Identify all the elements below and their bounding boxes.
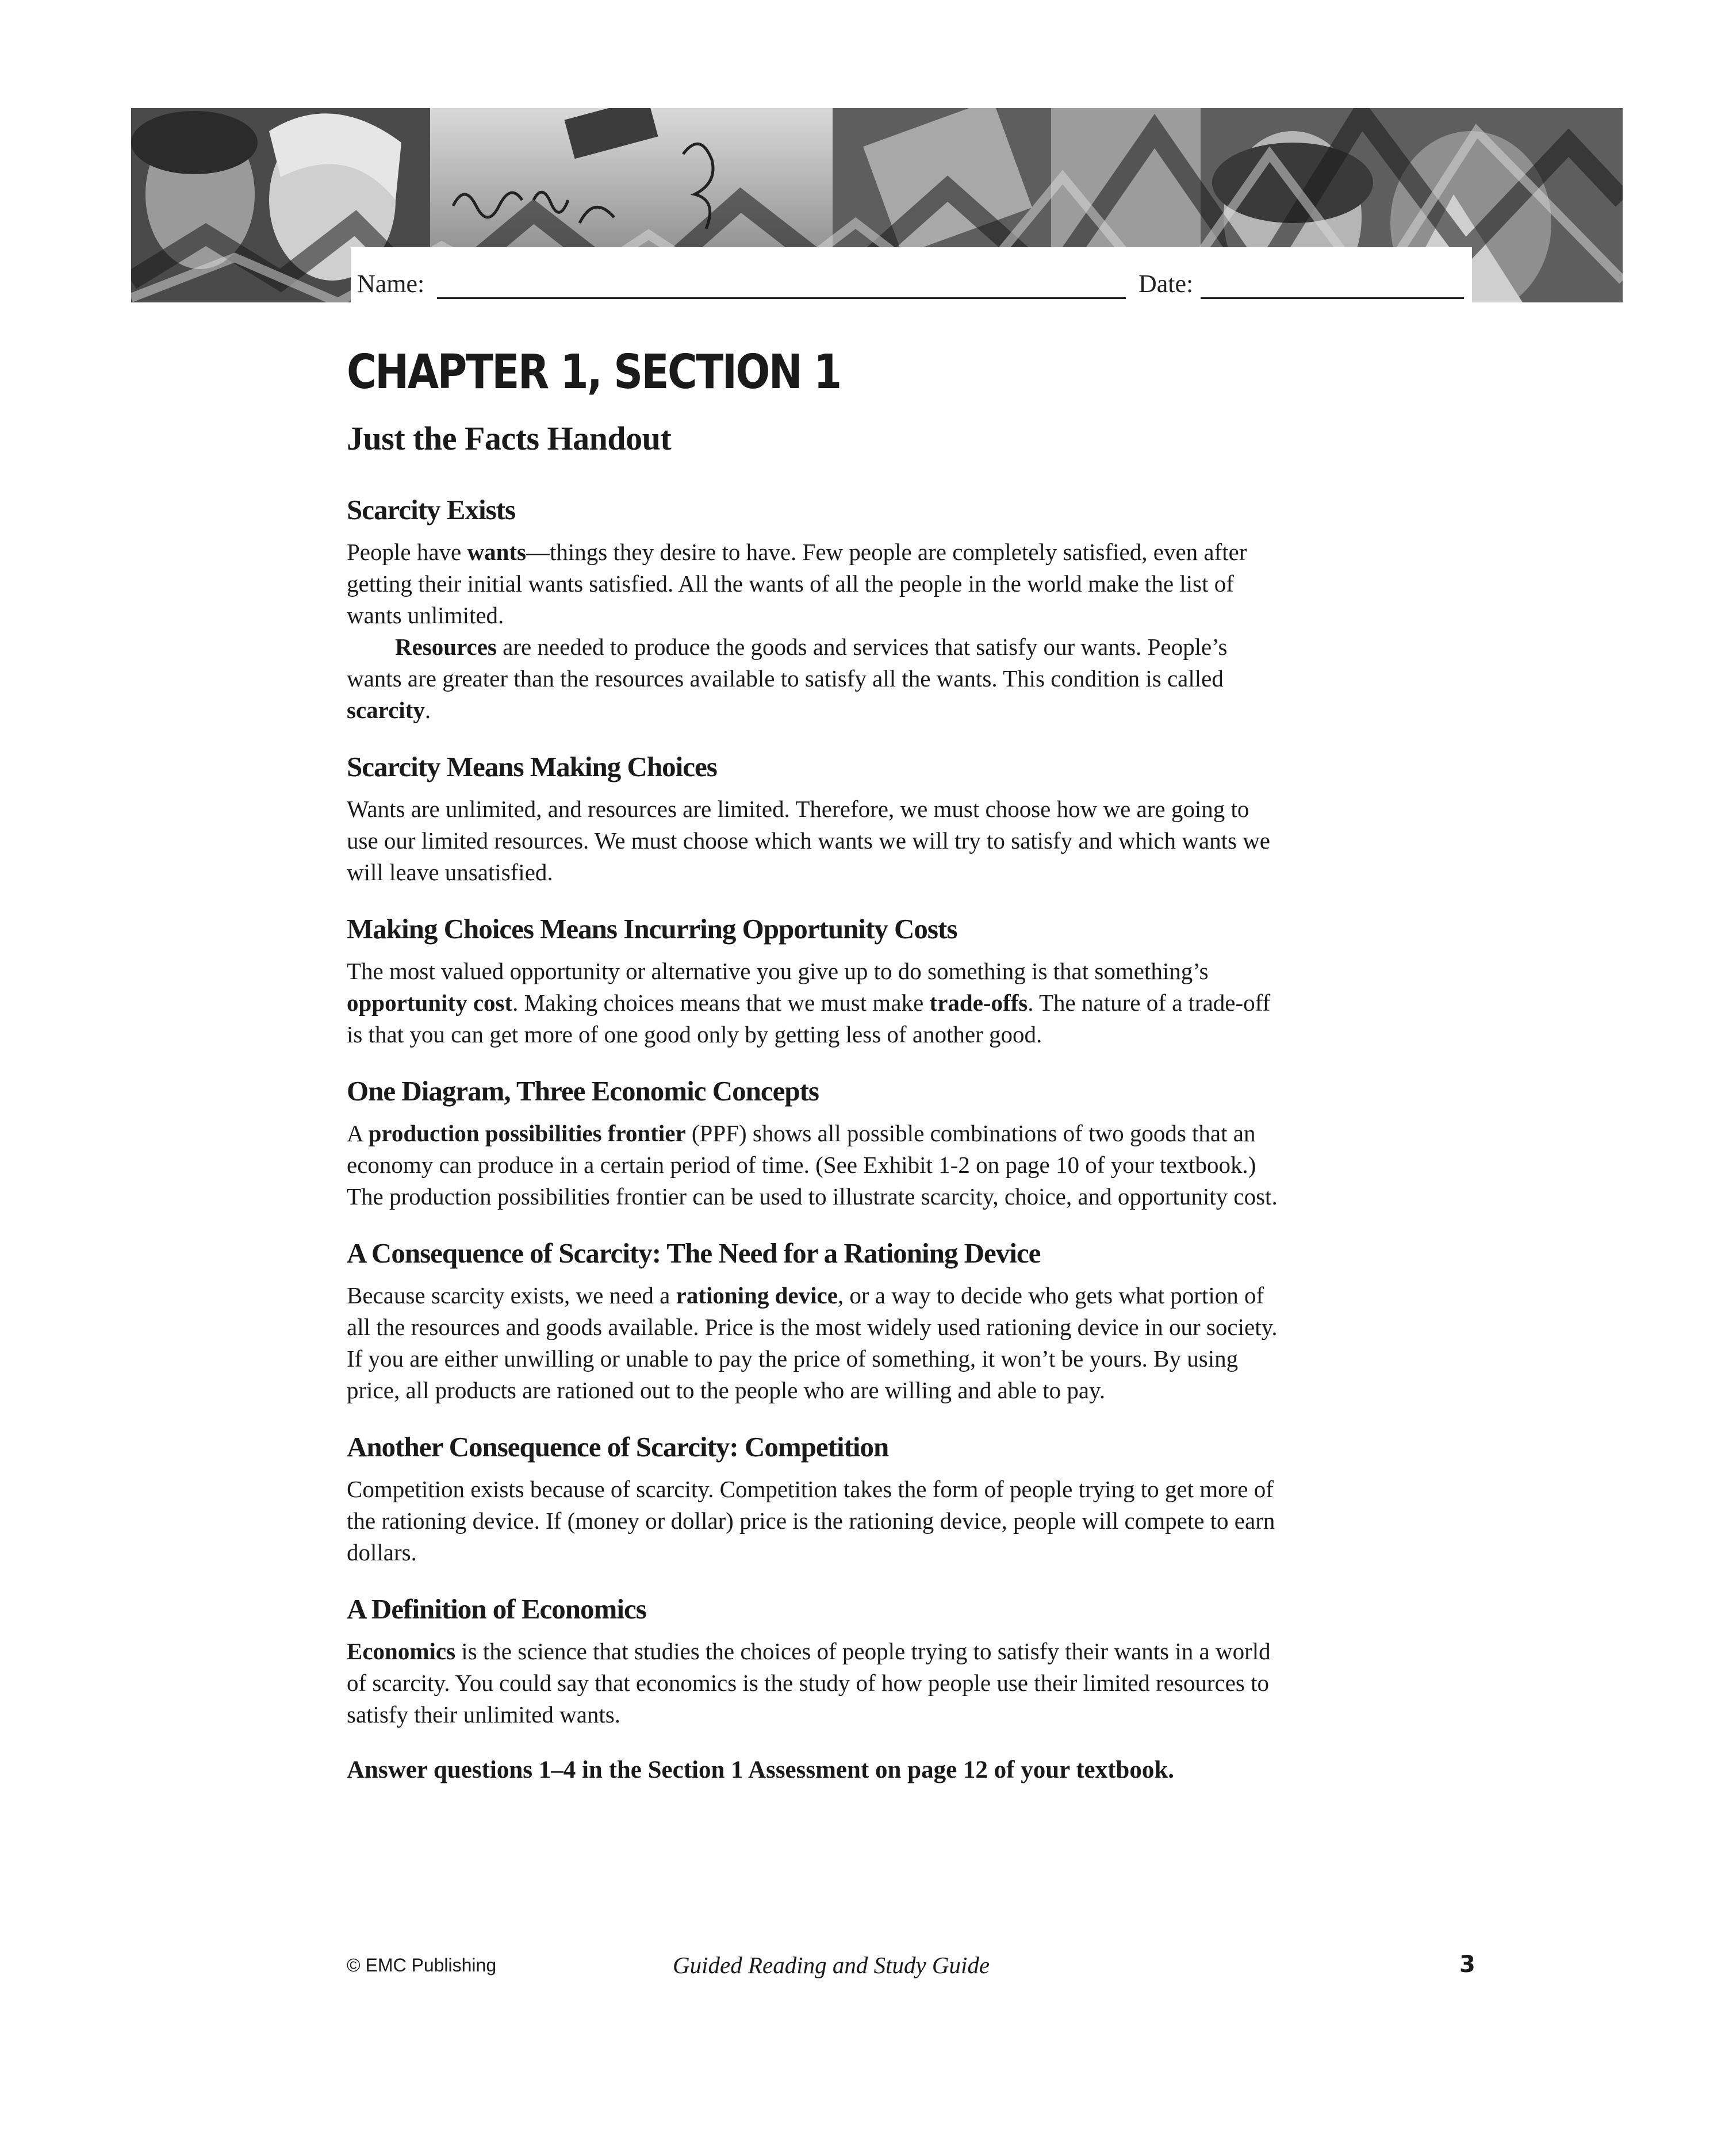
date-field-line[interactable]	[1201, 297, 1464, 299]
footer-copyright: © EMC Publishing	[347, 1955, 497, 1975]
section-definition-economics	[347, 1593, 1278, 1731]
section-heading: Another Consequence of Scarcity: Competition	[347, 1431, 889, 1463]
section-one-diagram	[347, 1075, 1278, 1213]
page-subtitle: Just the Facts Handout	[347, 420, 672, 457]
key-term: rationing device	[676, 1282, 838, 1309]
section-heading: Making Choices Means Incurring Opportunity Costs	[347, 913, 957, 945]
section-paragraph: The most valued opportunity or alternative you give up to do something is that something’s opportunity cost. Making choices means that we must make trade-offs. The nature of a trade-off is that you can get more of one good only by getting less of another good.	[347, 958, 1271, 1048]
key-term: Resources	[395, 634, 497, 660]
key-term: wants	[467, 539, 527, 565]
section-paragraph: People have wants—things they desire to have. Few people are completely satisfied, even after getting their initial wants satisfied. All the wants of all the people in the world make the list of wants unlimited.	[347, 539, 1247, 628]
key-term: scarcity	[347, 697, 425, 723]
section-paragraph: Resources are needed to produce the goods and services that satisfy our wants. People’s wants are greater than the resources available to satisfy all the wants. This condition is called scarcity.	[347, 634, 1228, 723]
section-opportunity-costs	[347, 912, 1278, 1050]
section-heading: A Consequence of Scarcity: The Need for a Rationing Device	[347, 1237, 1041, 1269]
name-field-line[interactable]	[437, 297, 1126, 299]
section-making-choices	[347, 750, 1278, 888]
section-scarcity-exists	[347, 493, 1278, 726]
page-title: CHAPTER 1, SECTION 1	[347, 345, 841, 400]
name-date-strip	[351, 247, 1472, 302]
section-paragraph: Wants are unlimited, and resources are limited. Therefore, we must choose how we are going to use our limited resources. We must choose which wants we will try to satisfy and which wants we will leave unsatisfied.	[347, 796, 1271, 885]
page-number: 3	[1459, 1951, 1475, 1978]
key-term: Economics	[347, 1638, 456, 1664]
footer-book-title: Guided Reading and Study Guide	[673, 1952, 990, 1978]
section-rationing-device	[347, 1237, 1278, 1406]
date-label: Date:	[1138, 270, 1194, 298]
section-paragraph: Competition exists because of scarcity. Competition takes the form of people trying to get more of the rationing device. If (money or dollar) price is the rationing device, people will compete to earn dollars.	[347, 1476, 1275, 1566]
section-heading: Scarcity Means Making Choices	[347, 751, 717, 782]
section-heading: A Definition of Economics	[347, 1593, 646, 1625]
handout-content	[347, 345, 1278, 1784]
assessment-instruction: Answer questions 1–4 in the Section 1 Assessment on page 12 of your textbook.	[347, 1756, 1175, 1783]
section-paragraph: Economics is the science that studies the choices of people trying to satisfy their wants in a world of scarcity. You could say that economics is the study of how people use their limited resources to satisfy their unlimited wants.	[347, 1638, 1271, 1728]
key-term: opportunity cost	[347, 989, 513, 1016]
name-label: Name:	[357, 270, 425, 298]
section-paragraph: Because scarcity exists, we need a rationing device, or a way to decide who gets what portion of all the resources and goods available. Price is the most widely used rationing device in our society. If you are either unwilling or unable to pay the price of something, it won’t be yours. By using price, all products are rationed out to the people who are willing and able to pay.	[347, 1282, 1278, 1403]
section-paragraph: A production possibilities frontier (PPF) shows all possible combinations of two goods that an economy can produce in a certain period of time. (See Exhibit 1-2 on page 10 of your textbook.) The production possibilities frontier can be used to illustrate scarcity, choice, and opportunity cost.	[347, 1120, 1278, 1210]
section-competition	[347, 1430, 1278, 1568]
section-heading: Scarcity Exists	[347, 494, 516, 525]
key-term: production possibilities frontier	[368, 1120, 686, 1146]
section-heading: One Diagram, Three Economic Concepts	[347, 1075, 819, 1107]
key-term: trade-offs	[929, 989, 1028, 1016]
